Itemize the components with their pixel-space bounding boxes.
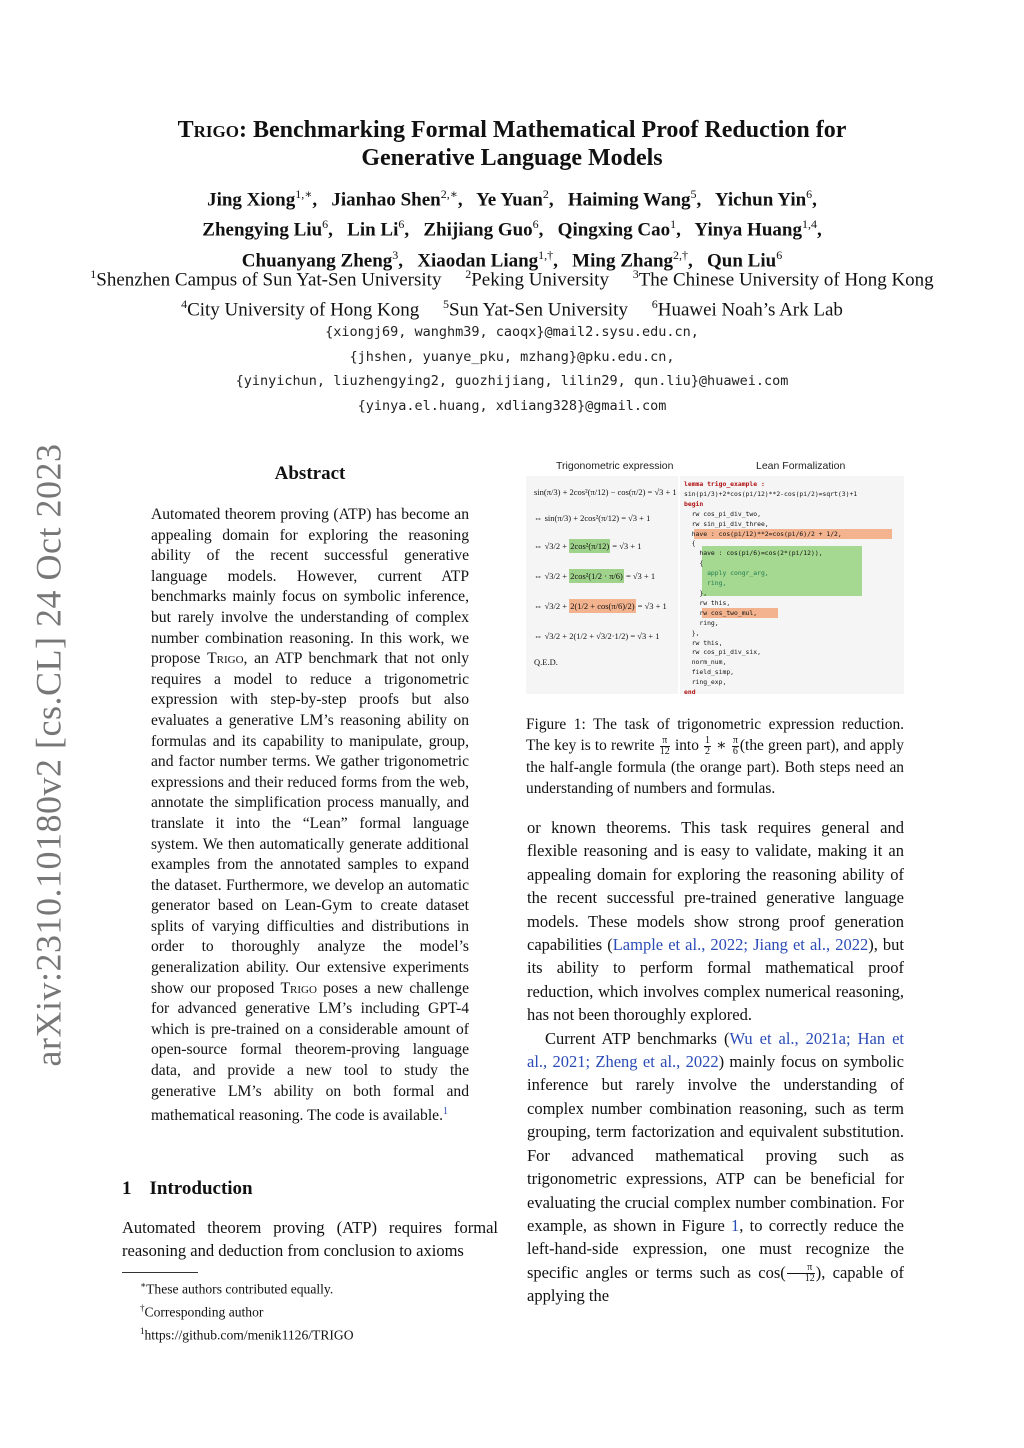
arxiv-stamp <box>18 443 78 1067</box>
abstract-body <box>151 505 469 1127</box>
author-sup: 1 <box>670 217 677 232</box>
fraction <box>732 736 739 757</box>
equation-line: sin(π/3) + 2cos²(π/12) − cos(π/2) = √3 + 1 <box>534 487 677 497</box>
lean-line: rw cos_two_mul, <box>684 608 758 617</box>
paragraph: Automated theorem proving (ATP) requires formal reasoning and deduction from conclusion to axioms <box>122 1218 498 1260</box>
eq-orange-part: 2(1/2 + cos(π/6)/2) <box>570 601 635 611</box>
numerator: π <box>660 736 670 747</box>
author: Yinya Huang <box>694 219 802 241</box>
numerator: π <box>787 1263 815 1274</box>
lean-line: ring, <box>684 579 727 588</box>
fraction <box>660 736 670 757</box>
lean-line: have : cos(pi/12)**2=cos(pi/6)/2 + 1/2, <box>684 529 842 538</box>
eq-part: ⇔ √3/2 + <box>534 571 570 581</box>
footnote-mark: † <box>140 1303 145 1314</box>
author: Haiming Wang <box>567 189 691 211</box>
equation-line <box>534 600 667 612</box>
author: Zhengying Liu <box>202 219 323 241</box>
footnote-url[interactable]: https://github.com/menik1126/TRIGO <box>144 1327 354 1343</box>
author: Yichun Yin <box>714 189 807 211</box>
abstract-text: poses a new challenge for advanced generative LM’s including GPT-4 which is pre-trained on a considerable amount of open-source formal theorem-proving language data, and provide a new tool to study the generative LM’s ability on both formal and mathematical reasoning. The code is available. <box>151 979 469 1125</box>
author: Qun Liu <box>707 249 777 271</box>
paragraph <box>527 816 904 1027</box>
lean-line: apply congr_arg, <box>684 569 769 578</box>
figure-1 <box>526 460 904 696</box>
abstract-text: , an ATP benchmark that not only requires a model to reduce a trigonometric expression with step-by-step proofs but also evaluates a generative LM’s reasoning ability on formulas and its capability to manipulate, group, and factor number terms. We gather trigonometric expressions and their reduced forms from the web, annotate the simplification process manually, and translate it into the “Lean” formal language system. We then automatically generate additional examples from the annotated samples to expand the dataset. Furthermore, we develop an automatic generator based on Lean-Gym to create dataset splits of varying difficulties and distributions in order to thoroughly analyze the model’s generalization ability. Our extensive experiments show our proposed <box>151 650 469 997</box>
lean-line: ring, <box>684 618 719 627</box>
text: , to correctly reduce the left-hand-side expression, one must recognize the specific angles or terms such as cos( <box>527 1215 904 1282</box>
caption-text: Figure 1: The task of trigonometric expression reduction. The key is to rewrite <box>526 716 904 754</box>
eq-part: = √3 + 1 <box>610 541 642 551</box>
eq-part: ⇔ √3/2 + <box>534 601 570 611</box>
title-line2: Generative Language Models <box>361 145 663 171</box>
denominator: 6 <box>732 745 738 757</box>
caption-text: (the green part), and apply the half-angle formula (the orange part). Both steps need an understanding of numbers and formulas. <box>526 737 904 797</box>
equation-line: ⇔ sin(π/3) + 2cos²(π/12) = √3 + 1 <box>534 513 651 523</box>
fraction <box>704 736 711 757</box>
qed: Q.E.D. <box>534 657 558 667</box>
eq-part: ⇔ √3/2 + <box>534 541 570 551</box>
author: Qingxing Cao <box>557 219 671 241</box>
arxiv-stamp-text: arXiv:2310.10180v2 [cs.CL] 24 Oct 2023 <box>28 443 69 1067</box>
text: ), capable of applying the <box>527 1262 905 1306</box>
lean-line: rw cos_pi_div_six, <box>684 648 761 657</box>
eq-part: = √3 + 1 <box>623 571 656 581</box>
affiliation: City University of Hong Kong <box>187 299 420 321</box>
author-sup: 1,4 <box>801 217 817 232</box>
email-line: {jhshen, yuanye_pku, mzhang}@pku.edu.cn, <box>349 348 675 365</box>
fraction <box>787 1263 815 1284</box>
lean-line: rw this, <box>684 598 731 607</box>
lean-line: field_simp, <box>684 668 735 677</box>
lean-line: end <box>684 688 696 697</box>
eq-green-part: 2cos²(π/12) <box>570 541 610 551</box>
figure-left-title: Trigonometric expression <box>556 460 674 472</box>
figure-caption <box>526 714 904 799</box>
footnote-mark: ∗ <box>140 1280 147 1290</box>
author: Jianhao Shen <box>331 189 441 211</box>
affil-sup: 6 <box>651 297 658 312</box>
equation-line <box>534 540 641 552</box>
affil-sup: 4 <box>181 297 188 312</box>
author: Lin Li <box>347 219 399 241</box>
affiliation: Shenzhen Campus of Sun Yat-Sen University <box>96 269 442 291</box>
title-name: Trigo <box>177 117 239 143</box>
caption-text: into <box>670 737 704 754</box>
affiliation: The Chinese University of Hong Kong <box>638 269 934 291</box>
author-sup: 6 <box>398 217 405 232</box>
trigo-name: Trigo <box>207 650 244 668</box>
citation-link[interactable]: Lample et al., 2022; Jiang et al., 2022 <box>612 935 869 955</box>
author: Ming Zhang <box>572 249 674 271</box>
affiliation: Peking University <box>471 269 609 291</box>
lean-line: norm_num, <box>684 658 727 667</box>
text: ), but its ability to perform formal mathematical proof reduction, which involves complex numerical reasoning, has not been thoroughly explored. <box>527 935 904 1025</box>
lean-line: rw this, <box>684 638 723 647</box>
author-sup: 1,† <box>538 247 554 262</box>
figure-right-title: Lean Formalization <box>756 460 846 472</box>
affiliation: Sun Yat-Sen University <box>449 299 628 321</box>
intro-left-text <box>122 1216 498 1262</box>
author-sup: 2,∗ <box>440 187 458 201</box>
author-sup: 2 <box>542 187 549 201</box>
numerator: 1 <box>705 734 711 746</box>
email-line: {yinya.el.huang, xdliang328}@gmail.com <box>357 397 667 414</box>
author-list: Jing Xiong$^{1,∗}$, Jianhao Shen$^{2,∗}$, Ye Yuan$^2$, Haiming Wang$^5$, Yichun Yin$^6$, Zhengying Liu$^6$, Lin Li$^6$, Zhijiang Guo$^6$, Qingxing Cao$^1$, Yinya Huang$^{1,4}$, Chuanyang Zheng$^3$, Xiaodan Liang$^{1,\dagger}$, Ming Zhang$^{2,\dagger}$, Qun Liu$^6$ <box>202 187 822 271</box>
denominator: 12 <box>804 1273 815 1285</box>
text: or known theorems. This task requires general and flexible reasoning and is easy to validate, making it an appealing domain for exploring the reasoning ability of the recent successful pre-trained generative language models. These models show strong proof generation capabilities ( <box>527 818 904 955</box>
trig-panel <box>526 476 678 694</box>
email-list <box>100 320 924 418</box>
affiliation: Huawei Noah’s Ark Lab <box>657 299 843 321</box>
figure-link[interactable]: 1 <box>731 1215 740 1235</box>
lean-line: have : cos(pi/6)=cos(2*(pi/12)), <box>684 549 823 558</box>
numerator: π <box>732 734 738 746</box>
author: Chuanyang Zheng <box>241 249 393 271</box>
author-sup: 6 <box>806 187 813 201</box>
email-line: {yinyichun, liuzhengying2, guozhijiang, lilin29, qun.liu}@huawei.com <box>235 373 789 389</box>
lean-line: { <box>684 559 704 568</box>
lean-line: lemma trigo_example : <box>684 480 765 488</box>
lean-line: sin(pi/3)+2*cos(pi/12)**2-cos(pi/2)=sqrt(3)+1 <box>684 489 858 498</box>
author-sup: 6 <box>322 217 329 232</box>
paragraph <box>527 1027 904 1308</box>
equation-line <box>534 570 655 582</box>
section-title: Introduction <box>149 1178 253 1199</box>
title-line1: : Benchmarking Formal Mathematical Proof Reduction for <box>238 117 847 143</box>
eq-green-part: 2cos²(1/2 · π/6) <box>570 571 623 581</box>
lean-line: rw sin_pi_div_three, <box>684 519 769 528</box>
email-line: {xiongj69, wanghm39, caoqx}@mail2.sysu.edu.cn, <box>325 324 699 340</box>
footnotes <box>140 1276 500 1345</box>
eq-part: = √3 + 1 <box>635 601 667 611</box>
trigo-name: Trigo <box>280 979 317 997</box>
affil-sup: 5 <box>443 297 450 312</box>
affil-sup: 2 <box>465 267 472 281</box>
author-sup: 5 <box>690 187 697 201</box>
lean-code <box>684 480 857 698</box>
intro-right-text <box>527 816 904 1308</box>
lean-line: rw cos_pi_div_two, <box>684 509 761 518</box>
abstract-text: Automated theorem proving (ATP) has become an appealing domain for exploring the reasoning ability of the recent successful generative language models. However, current ATP benchmarks mainly focus on symbolic inference, but rarely involve the understanding of complex number combination reasoning. In this work, we propose <box>151 506 469 668</box>
text: Current ATP benchmarks ( <box>545 1028 730 1048</box>
lean-line: begin <box>684 499 704 508</box>
author-sup: 1,∗ <box>295 187 313 201</box>
lean-line: }, <box>684 628 700 637</box>
author-sup: 6 <box>532 217 539 232</box>
caption-text: ∗ <box>716 737 727 754</box>
author-sup: 3 <box>392 247 399 262</box>
affil-sup: 1 <box>90 267 97 281</box>
section-heading <box>122 1178 253 1200</box>
denominator: 2 <box>705 745 711 757</box>
footnote-rule <box>122 1272 198 1273</box>
author-sup: 2,† <box>673 247 689 262</box>
equation-line: ⇔ √3/2 + 2(1/2 + √3/2·1/2) = √3 + 1 <box>534 631 660 641</box>
footnote-text: These authors contributed equally. <box>146 1281 334 1297</box>
lean-line: ring_exp, <box>684 678 727 687</box>
footnote-mark: 1 <box>140 1326 145 1337</box>
section-number: 1 <box>122 1178 132 1199</box>
affiliations <box>40 262 984 323</box>
denominator: 12 <box>659 745 670 757</box>
lean-line: { <box>684 539 696 548</box>
abstract-heading: Abstract <box>274 463 346 484</box>
affil-sup: 3 <box>632 267 639 281</box>
paper-title <box>100 116 924 172</box>
author: Zhijiang Guo <box>423 219 533 241</box>
citation-link[interactable]: Wu et al., 2021a; Han et al., 2021; Zheng et al., 2022 <box>527 1028 904 1072</box>
text: ) mainly focus on symbolic inference but rarely involve the understanding of complex number combination reasoning, such as term grouping, term factorization and equivalent substitution. For advanced mathematical proving such as trigonometric expressions, ATP can be beneficial for evaluating the crucial complex number combination. For example, as shown in Figure <box>527 1052 904 1235</box>
author-sup: 6 <box>776 247 783 262</box>
lean-line: }, <box>684 588 708 597</box>
author: Xiaodan Liang <box>417 249 539 271</box>
footnote-link[interactable]: 1 <box>442 1106 448 1118</box>
author: Jing Xiong <box>207 189 296 211</box>
author: Ye Yuan <box>476 189 543 211</box>
footnote-text: Corresponding author <box>144 1304 264 1320</box>
